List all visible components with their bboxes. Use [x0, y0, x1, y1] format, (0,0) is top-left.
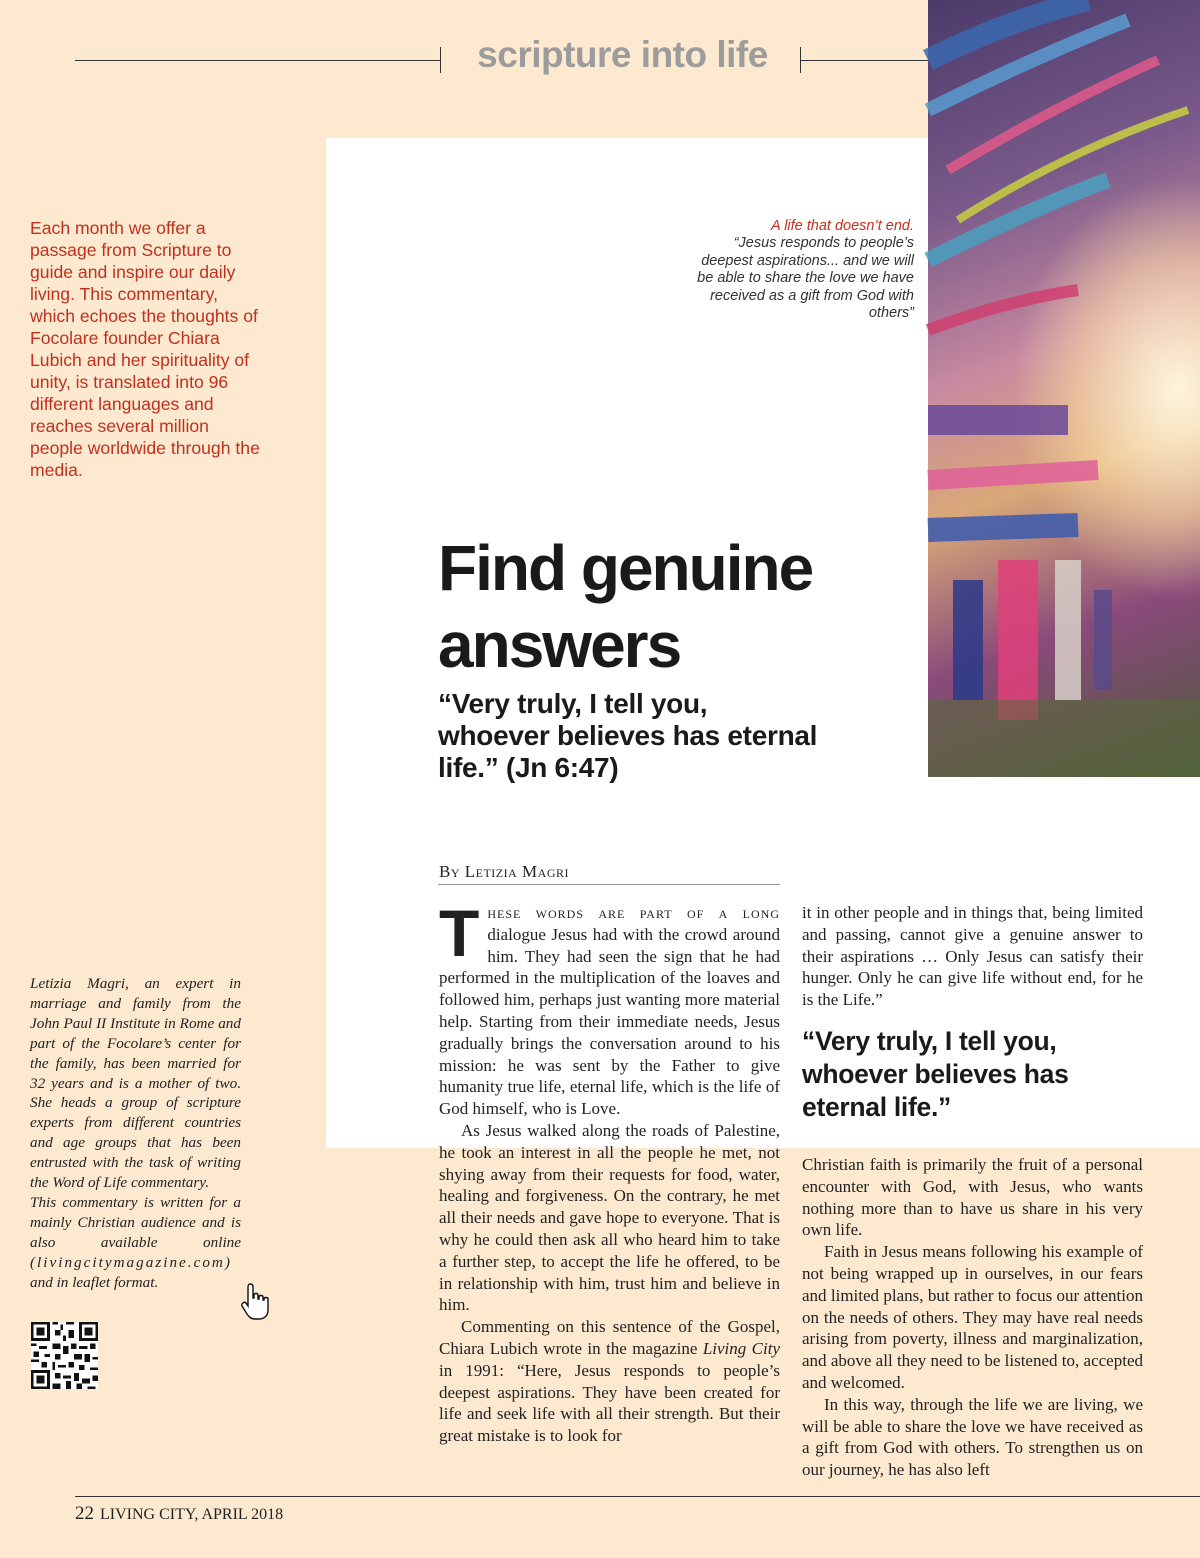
photo-stripes — [928, 0, 1200, 777]
page-footer — [75, 1503, 283, 1525]
section-title: scripture into life — [477, 34, 768, 75]
column-1-paragraph-3 — [439, 1316, 780, 1447]
column-1-paragraph-1 — [439, 896, 780, 1120]
header-rule-right — [800, 60, 928, 61]
column-2-paragraph-4: In this way, through the life we are living, we will be able to share the love we have received as a gift from God with others. To strengthen us on our journey, he has also left — [802, 1394, 1143, 1480]
availability-text: This commentary is written for a mainly Christian audience and is also available online — [30, 1193, 241, 1251]
availability-text-end: and in leaflet format. — [30, 1273, 159, 1291]
qr-code-icon[interactable] — [31, 1322, 98, 1389]
intro-blurb: Each month we offer a passage from Scripture to guide and inspire our daily living. This commentary, which echoes the thoughts of Focolare founder Chiara Lubich and her spirituality of unity, is translated into 96 different languages and reaches several million people worldwide through the media. — [30, 218, 260, 480]
inline-pull-quote: “Very truly, I tell you, whoever believes has eternal life.” — [802, 1025, 1069, 1122]
header-photo — [928, 0, 1200, 777]
drop-cap: T — [439, 896, 480, 970]
footer-rule — [75, 1496, 1200, 1497]
header-rule-left — [75, 60, 440, 61]
pull-quote-lead: A life that doesn’t end. — [771, 218, 914, 234]
author-bio-text: Letizia Magri, an expert in marriage and family from the John Paul II Institute in Rome and part of the Focolare’s center for the family, has been married for 32 years and is a mother of two. She heads a group of scripture experts from different countries and age groups that has been entrusted with the task of writing the Word of Life commentary. — [30, 975, 241, 1192]
article-column-2 — [802, 902, 1143, 1481]
column-2-paragraph-1: it in other people and in things that, being limited and passing, cannot give a genuine answer to their aspirations … Only Jesus can satisfy their hunger. Only he can give life without end, for he is the Life.” — [802, 903, 1143, 1010]
column-2-paragraph-3: Faith in Jesus means following his example of not being wrapped up in ourselves, in our fears and limited plans, but rather to focus our attention on the needs of others. They may have real needs arising from poverty, illness and marginalization, and above all they need to be listened to, accepted and welcomed. — [802, 1242, 1143, 1392]
paragraph-text: in 1991: “Here, Jesus responds to people’s deepest aspirations. They have been created for life and seek life with all their strength. But their great mistake is to look for — [439, 1360, 780, 1446]
column-2-paragraph-2: Christian faith is primarily the fruit of a personal encounter with God, with Jesus, who wants nothing more than to have us share in his very own life. — [802, 1154, 1143, 1240]
website-link[interactable]: (livingcitymagazine.com) — [30, 1253, 232, 1271]
availability-note — [30, 1193, 241, 1293]
paragraph-text: Commenting on this sentence of the Gospel, Chiara Lubich wrote in the magazine — [439, 1317, 780, 1358]
header-tick-left — [440, 47, 441, 73]
publication-info: LIVING CITY, APRIL 2018 — [100, 1506, 284, 1523]
column-1-paragraph-2: As Jesus walked along the roads of Palestine, he took an interest in all the people he met, not shying away from their requests for food, water, healing and forgiveness. On the contrary, he met all their needs and gave hope to everyone. That is why he could then ask all who heard him to take a further step, to accept the life he offered, to be in relationship with him, trust him and believe in him. — [439, 1120, 780, 1315]
pull-quote-text: “Jesus responds to people’s deepest aspirations... and we will be able to share the love we have received as a gift from God with others” — [697, 235, 914, 321]
article-subtitle: “Very truly, I tell you, whoever believes has eternal life.” (Jn 6:47) — [438, 688, 818, 783]
paragraph-text: dialogue Jesus had with the crowd around him. They had seen the sign that he had performed in the multiplication of the loaves and followed him, perhaps just wanting more material help. Starting from their immediate needs, Jesus gradually brings the conversation around to his mission: he was sent by the Father to give humanity true life, eternal life, which is the life of God himself, who is Love. — [439, 924, 780, 1119]
author-bio — [30, 974, 241, 1293]
magazine-name: Living City — [702, 1338, 781, 1358]
hand-pointer-icon — [240, 1282, 272, 1322]
article-column-1 — [439, 896, 781, 1446]
byline-rule — [438, 884, 780, 885]
lead-in-smallcaps: hese words are part of a long — [487, 903, 780, 922]
page-number: 22 — [75, 1503, 94, 1524]
article-title: Find genuine answers — [438, 532, 813, 681]
byline: By Letizia Magri — [439, 862, 569, 881]
